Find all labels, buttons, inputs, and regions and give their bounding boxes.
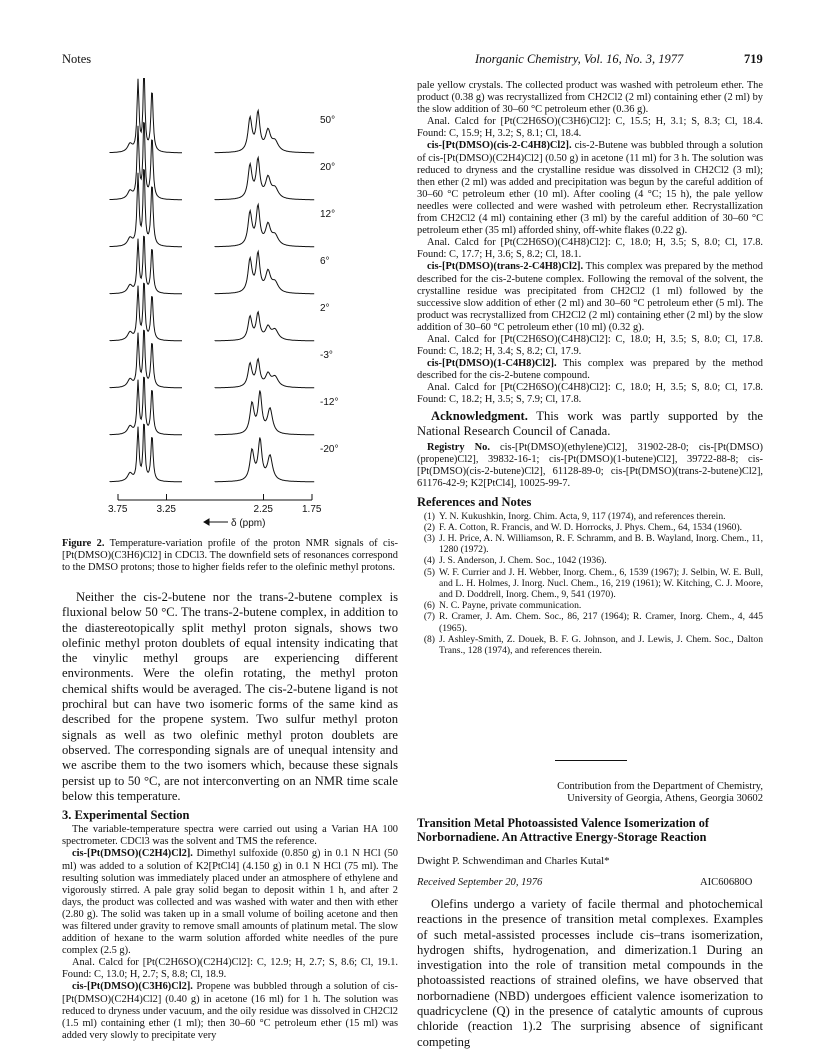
temperature-label: -20° — [320, 444, 339, 455]
registry-text: cis-[Pt(DMSO)(ethylene)Cl2], 31902-28-0; cis-[Pt(DMSO)(propene)Cl2], 39832-16-1; cis-[Pt(DMSO)(1-butene)Cl2], 39722-88-8; cis-[Pt(DMSO)(cis-2-butene)Cl2], 61128-89-0; cis-[Pt(DMSO)(trans-2-butene)Cl2], 61176-42-9; K2[PtCl4], 10025-99-7. — [417, 442, 764, 490]
dmso-spectrum-trace — [110, 424, 182, 482]
anal-propene: Anal. Calcd for [Pt(C2H6SO)(C3H6)Cl2]: C, 15.5; H, 3.1; S, 8.3; Cl, 18.4. Found: C, 15.9; H, 3.2; S, 8.1; Cl, 18.4. — [417, 116, 763, 140]
contribution-block — [417, 781, 763, 806]
anal-trans-butene: Anal. Calcd for [Pt(C2H6SO)(C4H8)Cl2]: C, 18.0; H, 3.5; S, 8.0; Cl, 17.8. Found: C, 18.2; H, 3.4; S, 8.2; Cl, 17.9. — [417, 333, 763, 358]
caption-text: Temperature-variation profile of the proton NMR signals of cis-[Pt(DMSO)(C3H6)Cl2] in CDCl3. The downfield sets of resonances correspond to the DMSO protons; those to higher fields refer to the olefinic methyl protons. — [62, 538, 398, 574]
intro-block — [417, 897, 763, 1050]
reference-item — [417, 533, 763, 555]
reference-item — [417, 634, 763, 656]
dmso-spectrum-trace — [110, 170, 182, 247]
exp-spectrometer: The variable-temperature spectra were carried out using a Varian HA 100 spectrometer. CDCl3 was the solvent and TMS the reference. — [62, 824, 398, 848]
reference-text: J. H. Price, A. N. Williamson, R. F. Schramm, and B. B. Wayland, Inorg. Chem., 11, 1280 (1972). — [439, 533, 763, 556]
acknowledgment-text: This work was partly supported by the National Research Council of Canada. — [417, 408, 763, 438]
running-header-journal: Inorganic Chemistry, Vol. 16, No. 3, 1977 — [475, 52, 684, 66]
exp-cis-butene-head: cis-[Pt(DMSO)(cis-2-C4H8)Cl2]. — [427, 140, 572, 152]
dmso-spectrum-trace — [110, 236, 182, 294]
axis-tick-label: 2.25 — [253, 504, 273, 515]
exp-trans-butene-text: This complex was prepared by the method described for the cis-2-butene complex. Following the removal of the solvent, the crystalline residue was precipitated from CH2Cl2 (1 ml) followed by the successive slow addition of ether (2 ml) and 30–60 °C petroleum ether (5 ml). The product was recrystallized from CH2Cl2 (2 ml) containing ether (2 ml) by the slow addition of 30–60 °C petroleum ether (10 ml) (0.32 g). — [417, 261, 763, 333]
olefin-spectrum-trace — [215, 158, 314, 201]
reference-text: R. Cramer, J. Am. Chem. Soc., 86, 217 (1964); R. Cramer, Inorg. Chem., 4, 445 (1965). — [439, 611, 763, 634]
olefin-spectrum-trace — [215, 312, 314, 341]
dmso-spectrum-trace — [110, 377, 182, 435]
received-date: Received September 20, 1976 — [417, 877, 543, 888]
olefin-spectrum-trace — [215, 391, 314, 436]
contribution-line-1: Contribution from the Department of Chemistry, — [557, 781, 763, 792]
reference-item — [417, 555, 763, 566]
intro-paragraph: Olefins undergo a variety of facile thermal and photochemical reactions in the presence of transition metal complexes. Examples of such metal-assisted processes include cis–trans isomerization, hydrogen shifts, hydrogenation, and dimerization.1 During an investigation into the role of transition metal compounds in the photoassisted reactions of strained olefins, we have observed that norbornadiene (NBD) undergoes efficient valence isomerization to quadricyclene (Q) in the presence of catalytic amounts of cuprous chloride (reaction 1).2 The surprising absence of significant competing — [417, 897, 763, 1049]
exp-cis-butene — [417, 140, 763, 237]
exp-ethylene-complex — [62, 848, 398, 957]
references-heading: References and Notes — [417, 494, 532, 509]
reference-item — [417, 567, 763, 601]
right-column — [417, 80, 763, 656]
anal-1-butene: Anal. Calcd for [Pt(C2H6SO)(C4H8)Cl2]: C, 18.0; H, 3.5; S, 8.0; Cl, 17.8. Found: C, 18.2; H, 3.5; S, 7.9; Cl, 17.8. — [417, 382, 763, 406]
reference-text: W. F. Currier and J. H. Webber, Inorg. Chem., 6, 1539 (1967); J. Selbin, W. E. Bull, and L. H. Holmes, J. Inorg. Nucl. Chem., 16, 219 (1961); W. Kitching, C. J. Moore, and D. Doddrell, Inorg. Chem., 9, 541 (1970). — [439, 566, 763, 601]
exp-1-butene-head: cis-[Pt(DMSO)(1-C4H8)Cl2]. — [427, 358, 557, 370]
axis-tick-label: 3.25 — [156, 504, 176, 515]
axis-tick-label: 1.75 — [302, 504, 322, 515]
reference-number: (3) — [423, 533, 435, 544]
dmso-spectrum-trace — [110, 330, 182, 388]
caption-label: Figure 2. — [62, 538, 105, 549]
temperature-label: -3° — [320, 350, 333, 361]
exp-ethylene-text: Dimethyl sulfoxide (0.850 g) in 0.1 N HCl (50 ml) was added to a solution of K2[PtCl4] (4.150 g) in 0.1 N HCl (75 ml). The resulting solution was immediately placed under an atmosphere of ethylene and vigorously stirred. A pale gray solid began to deposit within 1 h, and after 2 days, the product was collected and was washed with water and then with ether (2.80 g). The solid was taken up in a small volume of boiling acetone and then was filtered under gravity to remove small amounts of platinum metal. The slow addition of hexane to the warm solution afforded white needles of the pure complex (2.5 g). — [62, 848, 398, 957]
anal-cis-butene: Anal. Calcd for [Pt(C2H6SO)(C4H8)Cl2]: C, 18.0; H, 3.5; S, 8.0; Cl, 17.8. Found: C, 17.7; H, 3.6; S, 8.2; Cl, 18.1. — [417, 237, 763, 261]
reference-item — [417, 522, 763, 533]
temperature-label: -12° — [320, 397, 339, 408]
reference-number: (7) — [423, 611, 435, 623]
reference-item — [417, 511, 763, 522]
exp-trans-butene — [417, 261, 763, 334]
exp-trans-butene-head: cis-[Pt(DMSO)(trans-2-C4H8)Cl2]. — [427, 261, 584, 273]
registry-numbers — [417, 442, 763, 490]
figure-caption — [62, 538, 398, 574]
olefin-spectrum-trace — [215, 438, 314, 483]
exp-propene-text: Propene was bubbled through a solution of cis-[Pt(DMSO)(C2H4)Cl2] (0.40 g) in acetone (16 ml) for 1 h. The solution was reduced to dryness under vacuum, and the oily residue was dissolved in CH2Cl2 (1.5 ml) containing ether (1 ml); then 30–60 °C petroleum ether (15 ml) was added very slowly to precipitate very — [62, 981, 398, 1041]
paragraph-fluxional: Neither the cis-2-butene nor the trans-2-butene complex is fluxional below 50 °C. The trans-2-butene complex, in addition to the diastereotopically split methyl proton signals, shows two olefinic methyl proton doublets of equal intensity indicating that the vinylic methyl groups are experiencing different environments. Were the olefin rotating, the methyl proton chemical shifts would be averaged. The cis-2-butene ligand is not prochiral but can have two isomeric forms of the same kind as described for the propene system. Two sulfur methyl proton signals as well as two olefinic methyl proton doublets are observed. The corresponding signals are of unequal intensity and we ascribe them to the two isomers which, because these signals persist up to 50 °C, are not interconverting on an NMR time scale below this temperature. — [62, 590, 398, 803]
temperature-label: 6° — [320, 256, 330, 267]
exp-propene-complex — [62, 981, 398, 1041]
olefin-spectrum-trace — [215, 205, 314, 248]
dmso-spectrum-trace — [110, 123, 182, 200]
temperature-label: 50° — [320, 115, 336, 126]
page-number: 719 — [744, 52, 763, 66]
reference-number: (1) — [423, 510, 435, 522]
reference-text: J. Ashley-Smith, Z. Douek, B. F. G. Johnson, and J. Lewis, J. Chem. Soc., Dalton Trans., 128 (1974), and references therein. — [439, 633, 763, 657]
temperature-label: 12° — [320, 209, 336, 220]
nmr-spectra-figure — [100, 78, 345, 533]
running-header-left: Notes — [62, 52, 92, 66]
article-authors: Dwight P. Schwendiman and Charles Kutal* — [417, 855, 610, 867]
reference-text: Y. N. Kukushkin, Inorg. Chim. Acta, 9, 117 (1974), and references therein. — [439, 510, 726, 522]
olefin-spectrum-trace — [215, 252, 314, 295]
exp-1-butene-text: This complex was prepared by the method described for the cis-2-butene compound. — [417, 358, 763, 382]
reference-text: N. C. Payne, private communication. — [439, 600, 582, 612]
anal-ethylene: Anal. Calcd for [Pt(C2H6SO)(C2H4)Cl2]: C, 12.9; H, 2.7; S, 8.6; Cl, 19.1. Found: C, 13.0; H, 2.7; S, 8.8; Cl, 18.9. — [62, 957, 398, 981]
reference-number: (2) — [423, 521, 435, 533]
olefin-spectrum-trace — [215, 111, 314, 154]
article-code: AIC60680O — [700, 877, 753, 888]
reference-text: J. S. Anderson, J. Chem. Soc., 1042 (1936). — [439, 555, 607, 567]
acknowledgment-head: Acknowledgment. — [431, 408, 528, 423]
acknowledgment — [417, 409, 763, 440]
temperature-label: 20° — [320, 162, 336, 173]
exp-1-butene — [417, 358, 763, 382]
axis-arrowhead — [204, 519, 209, 525]
axis-label: δ (ppm) — [231, 518, 266, 529]
axis-tick-label: 3.75 — [108, 504, 128, 515]
reference-text: F. A. Cotton, R. Francis, and W. D. Horrocks, J. Phys. Chem., 64, 1534 (1960). — [439, 521, 743, 533]
exp-ethylene-head: cis-[Pt(DMSO)(C2H4)Cl2]. — [72, 848, 193, 860]
temperature-label: 2° — [320, 303, 330, 314]
reference-number: (8) — [423, 633, 435, 645]
exp-propene-head: cis-[Pt(DMSO)(C3H6)Cl2]. — [72, 981, 193, 993]
propene-continuation: pale yellow crystals. The collected product was washed with petroleum ether. The product (0.38 g) was recrystallized from CH2Cl2 (2 ml) containing ether (2 ml) by the slow addition of 30–60 °C petroleum ether (0.36 g). — [417, 80, 763, 116]
left-column — [62, 590, 398, 1042]
reference-number: (5) — [423, 566, 435, 578]
registry-head: Registry No. — [427, 442, 490, 454]
olefin-spectrum-trace — [215, 359, 314, 388]
reference-item — [417, 611, 763, 633]
references-list — [417, 511, 763, 657]
section-heading-experimental: 3. Experimental Section — [62, 808, 190, 823]
reference-number: (6) — [423, 600, 435, 612]
dmso-spectrum-trace — [110, 78, 182, 153]
contribution-line-2: University of Georgia, Athens, Georgia 30602 — [567, 793, 763, 805]
article-title: Transition Metal Photoassisted Valence Isomerization of Norbornadiene. An Attractive Energy-Storage Reaction — [417, 816, 709, 844]
article-divider — [555, 760, 627, 761]
exp-cis-butene-text: cis-2-Butene was bubbled through a solution of cis-[Pt(DMSO)(C2H4)Cl2] (0.50 g) in acetone (11 ml) for 3 h. The solution was reduced to dryness and the crystalline residue was dissolved in CH2Cl2 (3 ml); then ether (2 ml) was added and precipitation was begun by the careful addition of 30–60 °C petroleum ether (10 ml). After cooling (4 °C; 15 h), the pale yellow needles were collected and were washed with petroleum ether. Recrystallization from CH2Cl2 (4 ml) containing ether (3 ml) by the careful addition of 30–60 °C petroleum ether (35 ml) afforded shiny, off-white flakes (0.22 g). — [417, 140, 763, 237]
dmso-spectrum-trace — [110, 283, 182, 341]
reference-number: (4) — [423, 555, 435, 567]
reference-item — [417, 600, 763, 611]
